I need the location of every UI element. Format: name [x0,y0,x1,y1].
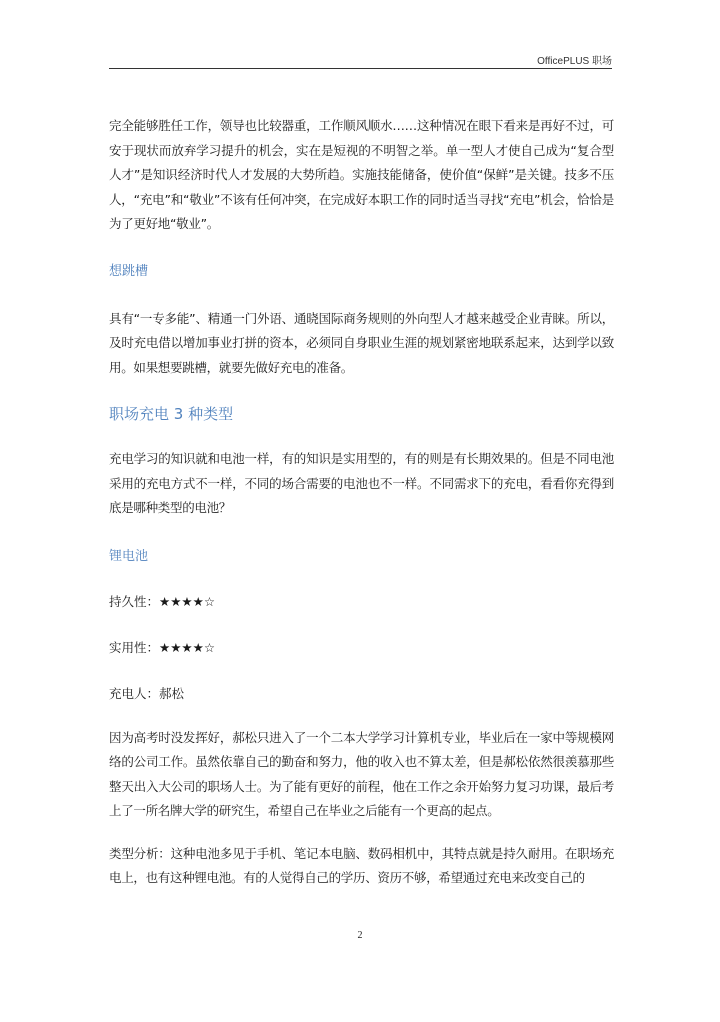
page-content [109,114,614,891]
heading-lithium-battery: 锂电池 [109,548,149,564]
page-header [109,50,612,69]
heading-charging-types: 职场充电 3 种类型 [109,405,234,423]
durability-rating: 持久性：★★★★☆ [109,593,216,609]
charger-person: 充电人：郝松 [109,685,185,701]
paragraph-charging-intro: 充电学习的知识就和电池一样，有的知识是实用型的，有的则是有长期效果的。但是不同电池采用的充电方式不一样，不同的场合需要的电池也不一样。不同需求下的充电，看看你充得到底是哪种类型的电池？ [109,451,614,515]
paragraph-intro: 完全能够胜任工作，领导也比较器重，工作顺风顺水……这种情况在眼下看来是再好不过，可安于现状而放弃学习提升的机会，实在是短视的不明智之举。单一型人才使自己成为“复合型人才”是知识经济时代人才发展的大势所趋。实施技能储备，使价值“保鲜”是关键。技多不压人，“充电”和“敬业”不该有任何冲突，在完成好本职工作的同时适当寻找“充电”机会，恰恰是为了更好地“敬业”。 [109,118,614,231]
paragraph-case-story: 因为高考时没发挥好，郝松只进入了一个二本大学学习计算机专业，毕业后在一家中等规模网络的公司工作。虽然依靠自己的勤奋和努力，他的收入也不算太差，但是郝松依然很羡慕那些整天出入大公司的职场人士。为了能有更好的前程，他在工作之余开始努力复习功课，最后考上了一所名牌大学的研究生，希望自己在毕业之后能有一个更高的起点。 [109,729,614,818]
practicality-rating: 实用性：★★★★☆ [109,639,216,655]
paragraph-type-analysis: 类型分析：这种电池多见于手机、笔记本电脑、数码相机中，其特点就是持久耐用。在职场充电上，也有这种锂电池。有的人觉得自己的学历、资历不够，希望通过充电来改变自己的 [109,845,614,885]
heading-jump-job: 想跳槽 [109,263,149,279]
header-brand: OfficePLUS 职场 [537,56,612,67]
page-number: 2 [357,930,363,941]
paragraph-jump-job: 具有“一专多能”、精通一门外语、通晓国际商务规则的外向型人才越来越受企业青睐。所以，及时充电借以增加事业打拼的资本，必须同自身职业生涯的规划紧密地联系起来，达到学以致用。如果想要跳槽，就要先做好充电的准备。 [109,310,614,375]
